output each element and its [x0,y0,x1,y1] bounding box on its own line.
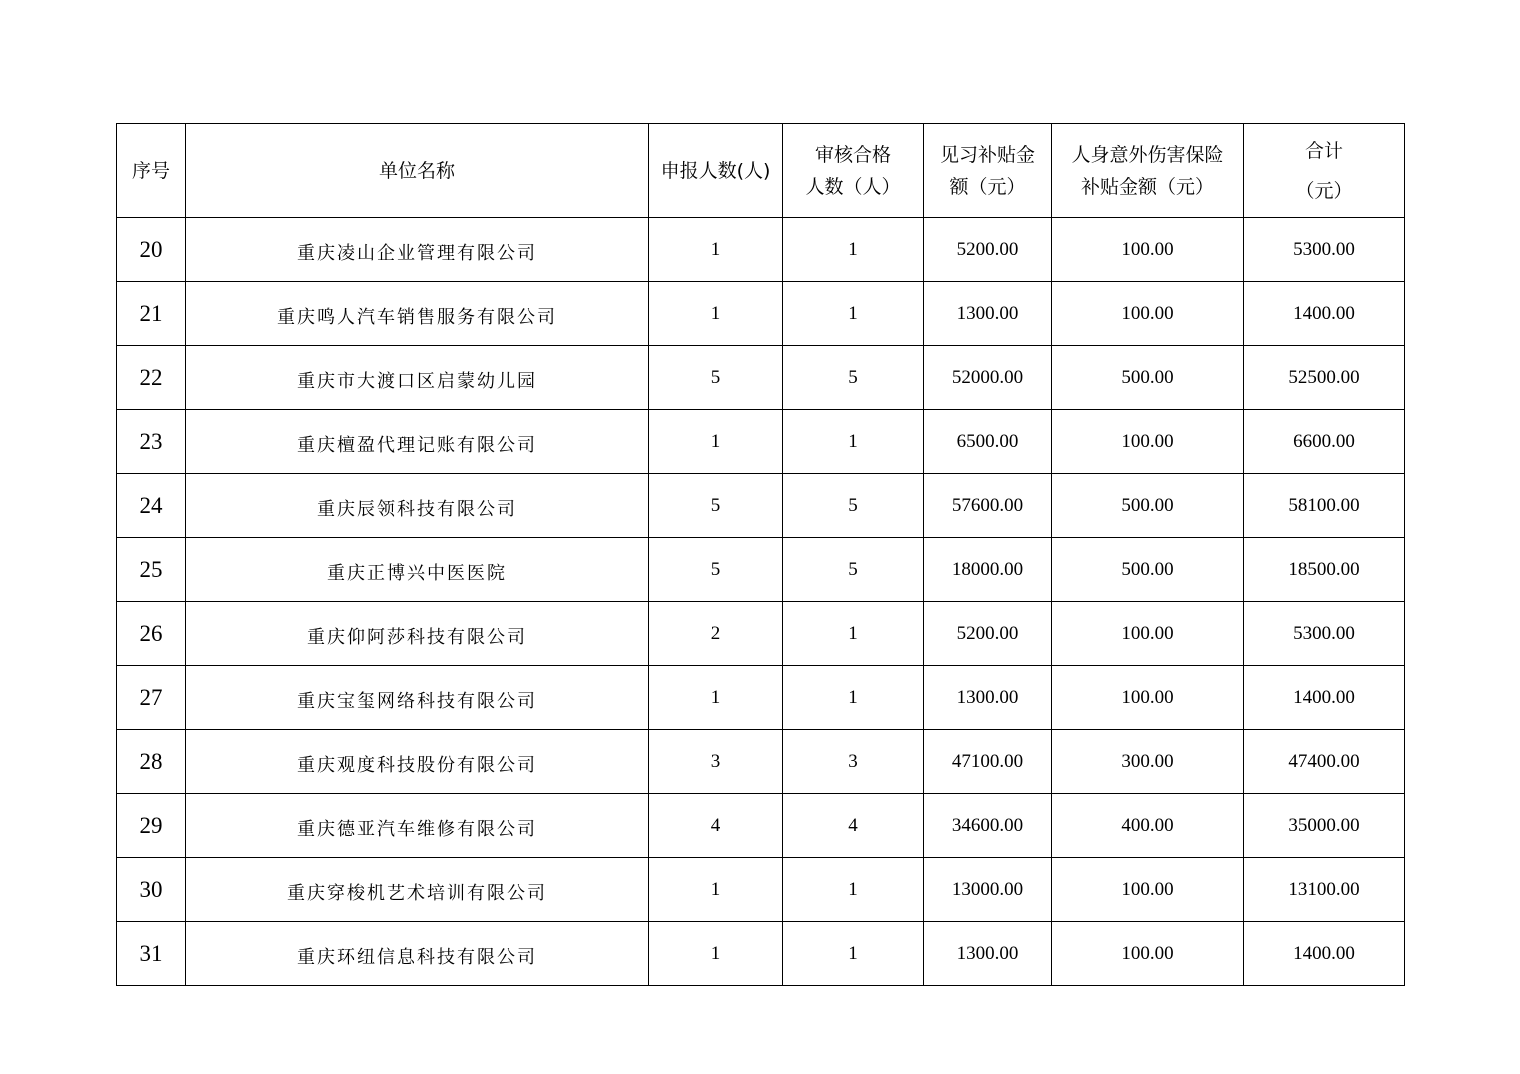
cell-internship-subsidy: 6500.00 [924,410,1052,474]
cell-total: 1400.00 [1244,282,1405,346]
cell-total: 5300.00 [1244,602,1405,666]
table-row [117,410,1405,474]
cell-approved-count: 1 [783,282,924,346]
table-row [117,922,1405,986]
cell-applied-count: 1 [649,410,783,474]
cell-total: 13100.00 [1244,858,1405,922]
cell-approved-count: 5 [783,346,924,410]
cell-applied-count: 4 [649,794,783,858]
cell-applied-count: 1 [649,282,783,346]
cell-total: 5300.00 [1244,218,1405,282]
cell-no: 20 [117,218,186,282]
cell-no: 31 [117,922,186,986]
cell-no: 24 [117,474,186,538]
cell-applied-count: 1 [649,666,783,730]
cell-insurance-subsidy: 500.00 [1052,538,1244,602]
cell-unit-name: 重庆市大渡口区启蒙幼儿园 [186,346,649,410]
cell-approved-count: 1 [783,602,924,666]
cell-applied-count: 1 [649,858,783,922]
table-row [117,666,1405,730]
cell-unit-name: 重庆德亚汽车维修有限公司 [186,794,649,858]
header-no: 序号 [117,124,186,218]
table-row [117,602,1405,666]
cell-no: 22 [117,346,186,410]
cell-no: 25 [117,538,186,602]
cell-unit-name: 重庆穿梭机艺术培训有限公司 [186,858,649,922]
table-header-row [117,124,1405,218]
header-applied-count: 申报人数(人) [649,124,783,218]
cell-insurance-subsidy: 500.00 [1052,346,1244,410]
cell-approved-count: 3 [783,730,924,794]
cell-no: 21 [117,282,186,346]
header-unit-name: 单位名称 [186,124,649,218]
cell-unit-name: 重庆环纽信息科技有限公司 [186,922,649,986]
header-approved-count: 审核合格 人数（人） [783,124,924,218]
cell-approved-count: 1 [783,410,924,474]
cell-insurance-subsidy: 500.00 [1052,474,1244,538]
cell-internship-subsidy: 13000.00 [924,858,1052,922]
cell-applied-count: 5 [649,346,783,410]
table-row [117,282,1405,346]
cell-applied-count: 3 [649,730,783,794]
table-row [117,474,1405,538]
table-row [117,794,1405,858]
cell-applied-count: 1 [649,218,783,282]
cell-insurance-subsidy: 100.00 [1052,922,1244,986]
cell-internship-subsidy: 34600.00 [924,794,1052,858]
cell-internship-subsidy: 47100.00 [924,730,1052,794]
cell-unit-name: 重庆檀盈代理记账有限公司 [186,410,649,474]
cell-approved-count: 1 [783,858,924,922]
cell-total: 47400.00 [1244,730,1405,794]
cell-internship-subsidy: 18000.00 [924,538,1052,602]
cell-approved-count: 1 [783,666,924,730]
cell-insurance-subsidy: 100.00 [1052,410,1244,474]
cell-no: 23 [117,410,186,474]
cell-no: 28 [117,730,186,794]
cell-unit-name: 重庆辰领科技有限公司 [186,474,649,538]
cell-insurance-subsidy: 100.00 [1052,218,1244,282]
table-body [117,218,1405,986]
subsidy-table-page [116,123,1404,986]
table-row [117,346,1405,410]
cell-internship-subsidy: 52000.00 [924,346,1052,410]
cell-no: 26 [117,602,186,666]
header-total: 合计 （元） [1244,124,1405,218]
cell-internship-subsidy: 57600.00 [924,474,1052,538]
cell-insurance-subsidy: 100.00 [1052,858,1244,922]
cell-applied-count: 1 [649,922,783,986]
cell-applied-count: 5 [649,538,783,602]
cell-no: 29 [117,794,186,858]
cell-total: 58100.00 [1244,474,1405,538]
cell-applied-count: 5 [649,474,783,538]
table-row [117,730,1405,794]
cell-unit-name: 重庆凌山企业管理有限公司 [186,218,649,282]
cell-approved-count: 4 [783,794,924,858]
cell-total: 1400.00 [1244,666,1405,730]
table-row [117,538,1405,602]
cell-insurance-subsidy: 100.00 [1052,666,1244,730]
cell-unit-name: 重庆观度科技股份有限公司 [186,730,649,794]
cell-total: 1400.00 [1244,922,1405,986]
cell-internship-subsidy: 1300.00 [924,666,1052,730]
cell-approved-count: 5 [783,474,924,538]
table-row [117,218,1405,282]
cell-total: 52500.00 [1244,346,1405,410]
cell-unit-name: 重庆宝玺网络科技有限公司 [186,666,649,730]
cell-approved-count: 1 [783,218,924,282]
cell-internship-subsidy: 1300.00 [924,282,1052,346]
cell-total: 6600.00 [1244,410,1405,474]
cell-insurance-subsidy: 100.00 [1052,282,1244,346]
cell-total: 35000.00 [1244,794,1405,858]
cell-insurance-subsidy: 300.00 [1052,730,1244,794]
cell-unit-name: 重庆正博兴中医医院 [186,538,649,602]
cell-total: 18500.00 [1244,538,1405,602]
table-row [117,858,1405,922]
cell-applied-count: 2 [649,602,783,666]
cell-unit-name: 重庆仰阿莎科技有限公司 [186,602,649,666]
cell-unit-name: 重庆鸣人汽车销售服务有限公司 [186,282,649,346]
header-insurance-subsidy: 人身意外伤害保险 补贴金额（元） [1052,124,1244,218]
cell-internship-subsidy: 5200.00 [924,218,1052,282]
cell-approved-count: 5 [783,538,924,602]
cell-insurance-subsidy: 100.00 [1052,602,1244,666]
header-internship-subsidy: 见习补贴金 额（元） [924,124,1052,218]
cell-approved-count: 1 [783,922,924,986]
subsidy-table [116,123,1405,986]
cell-no: 27 [117,666,186,730]
cell-internship-subsidy: 1300.00 [924,922,1052,986]
cell-no: 30 [117,858,186,922]
cell-internship-subsidy: 5200.00 [924,602,1052,666]
cell-insurance-subsidy: 400.00 [1052,794,1244,858]
